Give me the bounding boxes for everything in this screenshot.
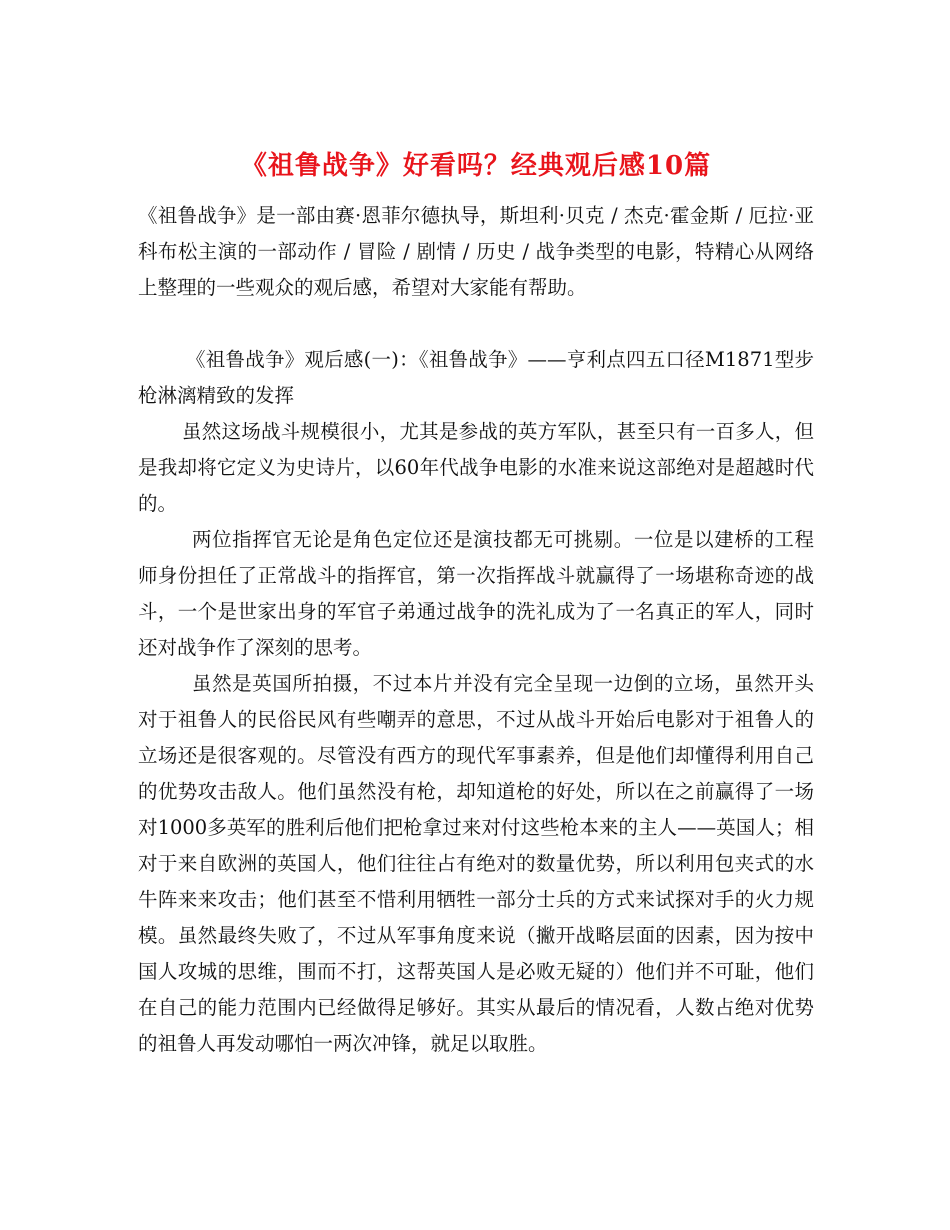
body-paragraph: 两位指挥官无论是角色定位还是演技都无可挑剔。一位是以建桥的工程师身份担任了正常战斗的指挥官，第一次指挥战斗就赢得了一场堪称奇迹的战斗，一个是世家出身的军官子弟通过战争的洗礼成为了一名真正的军人，同时还对战争作了深刻的思考。: [138, 528, 814, 659]
body-paragraph: 虽然这场战斗规模很小，尤其是参战的英方军队，甚至只有一百多人，但是我却将它定义为史诗片，以60年代战争电影的水准来说这部绝对是超越时代的。: [138, 420, 814, 515]
document-title: 《祖鲁战争》好看吗？经典观后感10篇: [240, 151, 712, 182]
intro-paragraph: 《祖鲁战争》是一部由赛·恩菲尔德执导，斯坦利·贝克 / 杰克·霍金斯 / 厄拉·亚科布松主演的一部动作 / 冒险 / 剧情 / 历史 / 战争类型的电影，特精心从网络上整理的一些观众的观后感，希望对大家能有帮助。: [138, 204, 814, 299]
body-paragraph: 虽然是英国所拍摄，不过本片并没有完全呈现一边倒的立场，虽然开头对于祖鲁人的民俗民风有些嘲弄的意思，不过从战斗开始后电影对于祖鲁人的立场还是很客观的。尽管没有西方的现代军事素养，但是他们却懂得利用自己的优势攻击敌人。他们虽然没有枪，却知道枪的好处，所以在之前赢得了一场对1000多英军的胜利后他们把枪拿过来对付这些枪本来的主人——英国人；相对于来自欧洲的英国人，他们往往占有绝对的数量优势，所以利用包夹式的水牛阵来来攻击；他们甚至不惜利用牺牲一部分士兵的方式来试探对手的火力规模。虽然最终失败了，不过从军事角度来说（撇开战略层面的因素，因为按中国人攻城的思维，围而不打，这帮英国人是必败无疑的）他们并不可耻，他们在自己的能力范围内已经做得足够好。其实从最后的情况看，人数占绝对优势的祖鲁人再发动哪怕一两次冲锋，就足以取胜。: [138, 672, 814, 1055]
review-heading: 《祖鲁战争》观后感(一)：《祖鲁战争》——亨利点四五口径M1871型步枪淋漓精致的发挥: [138, 348, 814, 407]
